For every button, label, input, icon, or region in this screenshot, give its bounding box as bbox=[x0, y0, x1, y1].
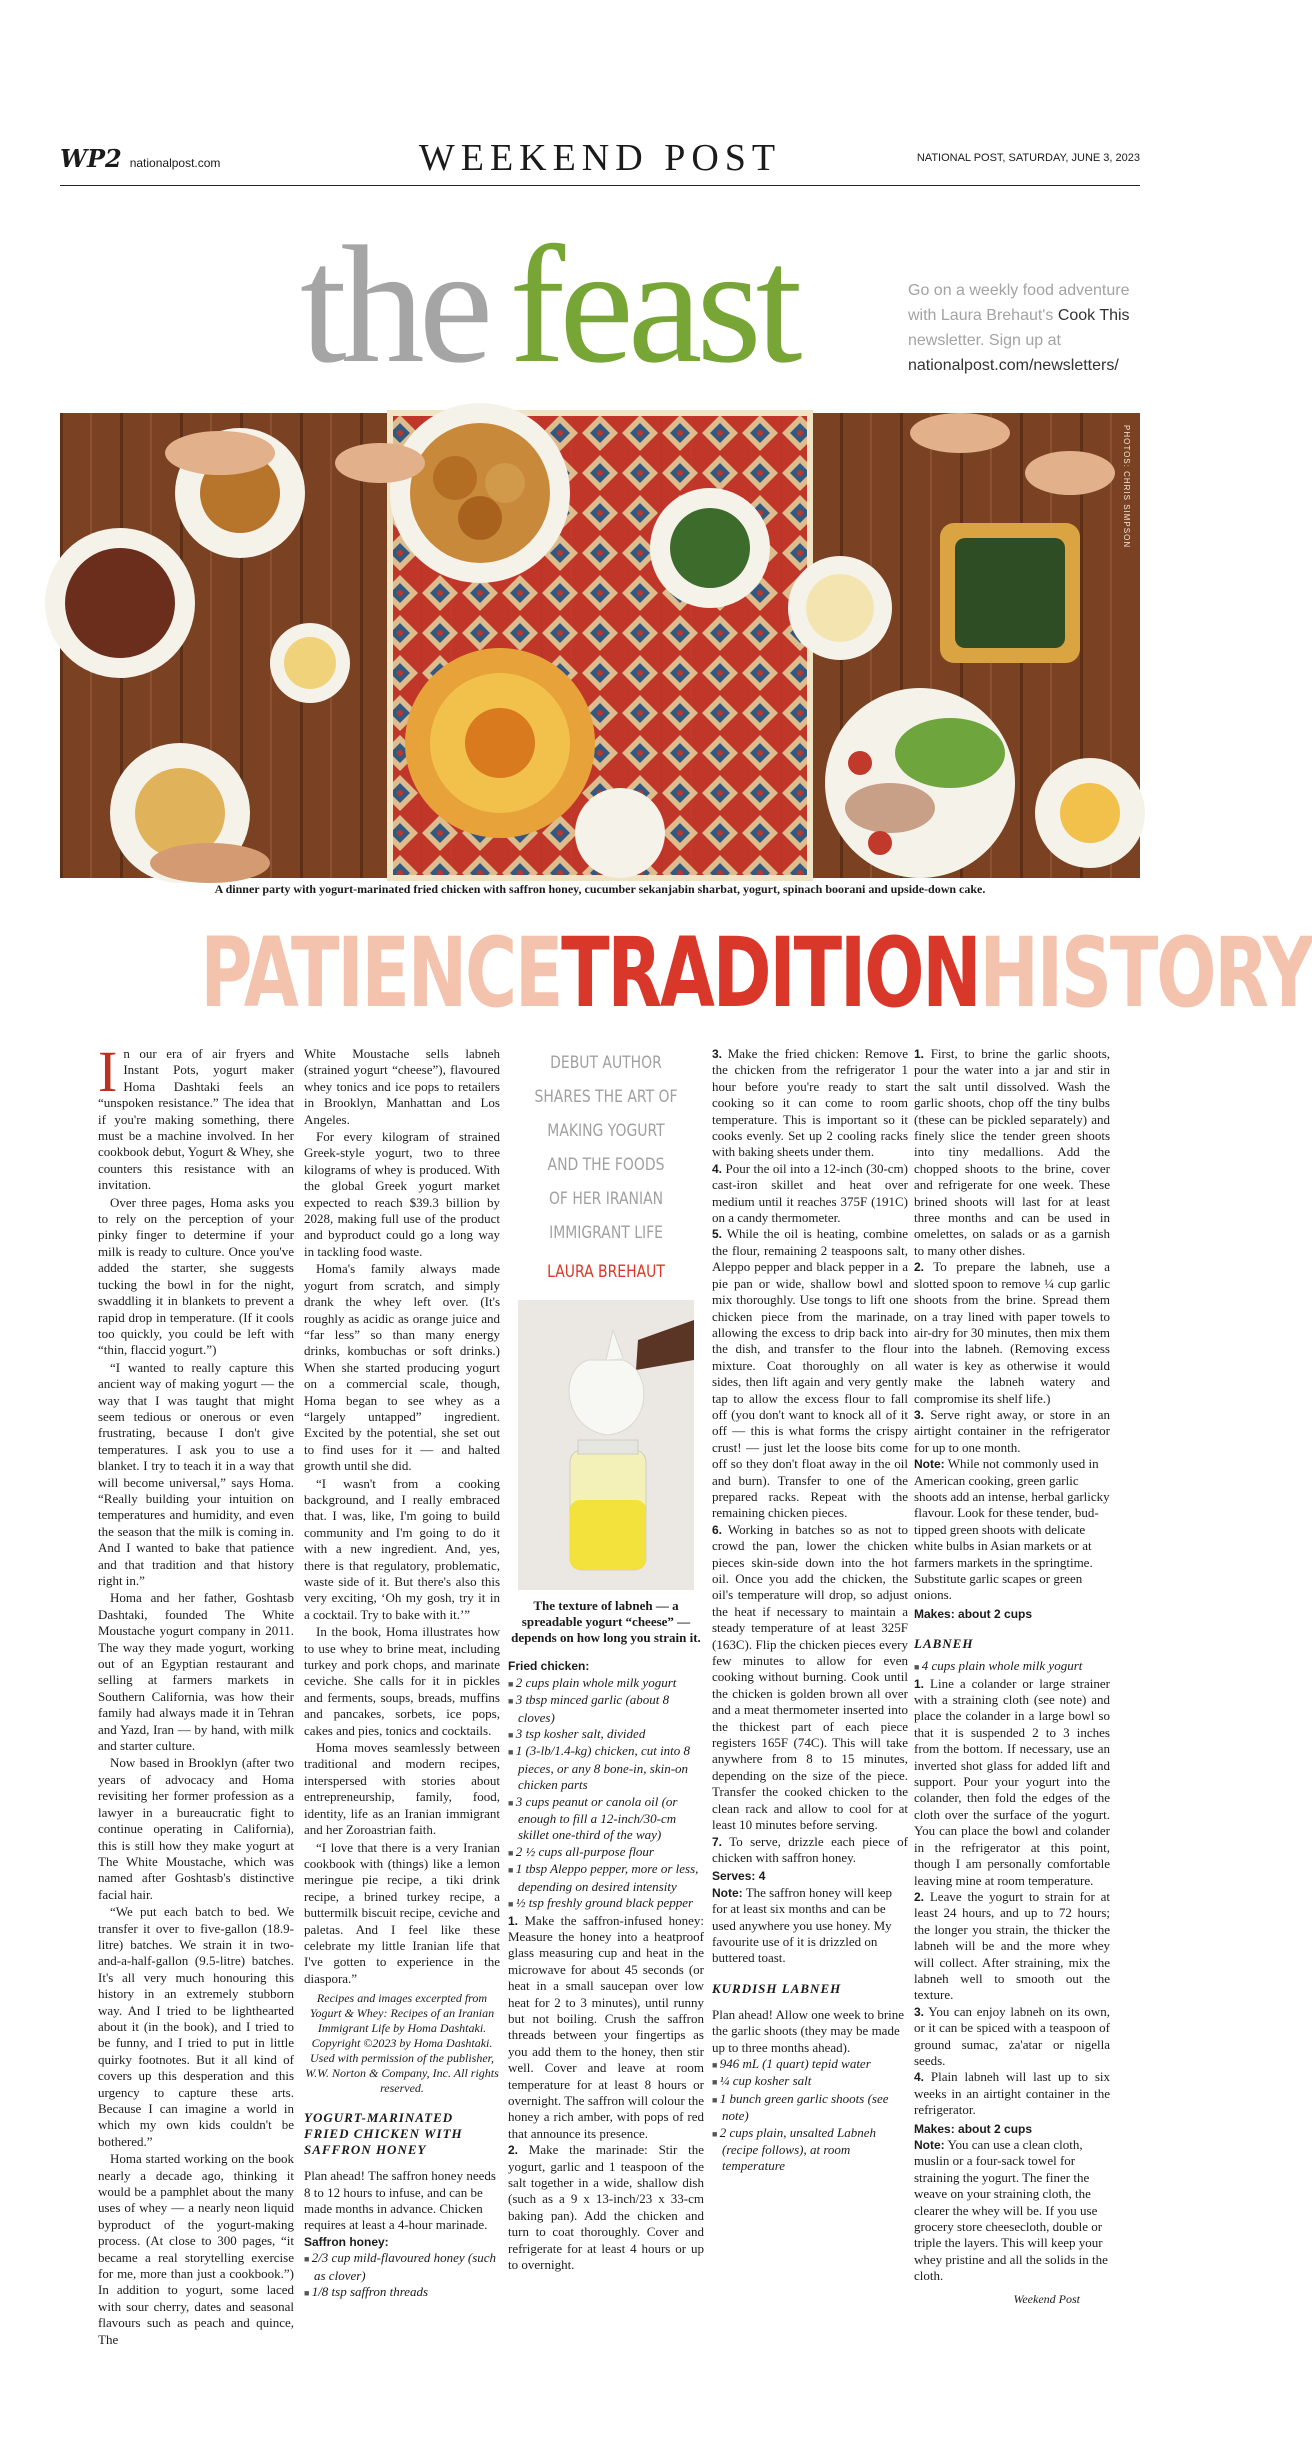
article-paragraph: For every kilogram of strained Greek-style yogurt, two to three kilograms of whey is produced. With the global Greek yogurt market expected to reach $39.3 billion by 2028, making full use of the product and byproduct could go a long way in tackling food waste. bbox=[304, 1129, 500, 1259]
issue-date: NATIONAL POST, SATURDAY, JUNE 3, 2023 bbox=[916, 152, 1140, 164]
deck-line: DEBUT AUTHOR bbox=[550, 1053, 662, 1073]
recipe-title-labneh: LABNEH bbox=[914, 1636, 974, 1652]
ingredient: ■ 4 cups plain whole milk yogurt bbox=[914, 1658, 1110, 1675]
plate-rice bbox=[405, 648, 595, 838]
photo-caption: A dinner party with yogurt-marinated fried chicken with saffron honey, cucumber sekanjabin sharbat, yogurt, spinach boorani and upside-down cake. bbox=[214, 882, 986, 896]
deck bbox=[526, 1046, 687, 1250]
deck-line: MAKING YOGURT bbox=[547, 1121, 665, 1141]
recipe-intro: Plan ahead! Allow one week to brine the garlic shoots (they may be made up to three months ahead). bbox=[712, 2006, 905, 2055]
recipe-step: 5. While the oil is heating, combine the flour, remaining 2 teaspoons salt, Aleppo pepper and black pepper in a pie pan or wide, shallow bowl and mix thoroughly. Use tongs to lift one chicken piece from the marinade, allowing the excess to drip back into the dish, and transfer to the flour mixture. Coat thoroughly on all sides, then lift again and very gently tap to allow the excess flour to fall off (you don't want to knock all of it off — this is what forms the crispy crust! — just let the loose bits come off so they don't float away in the oil and burn). Transfer to one of the prepared racks. Repeat with the remaining chicken pieces. bbox=[712, 1226, 908, 1521]
article-column-1 bbox=[98, 1039, 294, 2349]
recipe-step: 4. Plain labneh will last up to six weeks in an airtight container in the refrigerator. bbox=[914, 2069, 1111, 2118]
recipe-column-4 bbox=[712, 1046, 908, 2175]
headline-word-3: HISTORY bbox=[979, 917, 1312, 1029]
labneh-photo bbox=[518, 1300, 694, 1590]
logo-feast: feast bbox=[509, 212, 797, 398]
ingredient: ■ 1/8 tsp saffron threads bbox=[304, 2284, 500, 2301]
ingredient: ■ 3 cups peanut or canola oil (or enough to fill a 12-inch/30-cm skillet one-third of the way) bbox=[508, 1794, 704, 1844]
recipe-intro: Plan ahead! The saffron honey needs 8 to 12 hours to infuse, and can be made months in advance. Chicken requires at least a 4-hour marinade. bbox=[304, 2168, 496, 2233]
recipe-step: 6. Working in batches so as not to crowd the pan, lower the chicken pieces skin-side down into the hot oil. Once you add the chicken, the oil's temperature will drop, so adjust the heat if necessary to maintain a steady temperature of at least 325F (163C). Flip the chicken pieces every few minutes to allow for even cooking without burning. Cook until the chicken is golden brown all over and a meat thermometer inserted into the thickest part of each piece registers 165F (74C). This will take anywhere from 8 to 15 minutes, depending on the size of the piece. Transfer the cooked chicken to the clean rack and allow to cool for at least 10 minutes before serving. bbox=[712, 1521, 909, 1833]
plate-salad bbox=[825, 688, 1015, 878]
recipe-step: 1. Line a colander or large strainer with a straining cloth (see note) and place the colander in a large bowl so that it is suspended 2 to 3 inches from the bottom. If necessary, use an inverted shot glass for added lift and support. Pour your yogurt into the colander, then fold the edges of the cloth over the surface of the yogurt. You can place the bowl and colander in the refrigerator at this point, though I am personally comfortable leaving mine at room temperature. bbox=[914, 1675, 1110, 1888]
ingredient: ■ 3 tbsp minced garlic (about 8 cloves) bbox=[508, 1692, 704, 1726]
promo-url[interactable]: nationalpost.com/newsletters/ bbox=[908, 357, 1119, 374]
deck-line: IMMIGRANT LIFE bbox=[549, 1223, 663, 1243]
ingredient: ■ 2 ½ cups all-purpose flour bbox=[508, 1844, 704, 1861]
recipe-step: 1. First, to brine the garlic shoots, pour the water into a jar and stir in the salt until dissolved. Wash the garlic shoots, chop off the tiny bulbs (these can be pickled separately) and finely slice the tender green shoots into tiny medallions. Add the chopped shoots to the brine, cover and refrigerate for one week. These brined shoots will last for at least three months and can be used in omelettes, on salads or as a garnish to many other dishes. bbox=[914, 1046, 1110, 1258]
recipe-step: 7. To serve, drizzle each piece of chicken with saffron honey. bbox=[712, 1833, 909, 1865]
dinner-table-illustration bbox=[60, 413, 1140, 878]
article-paragraph: “I love that there is a very Iranian cookbook with (things) like a lemon meringue pie recipe, a tiki drink recipe, a brined turkey recipe, a buttermilk biscuit recipe, ceviche and paletas. And I feel like these celebrate my little Iranian life that I've gotten to experience in the diaspora.” bbox=[304, 1839, 500, 1986]
recipe-makes: Makes: about 2 cups bbox=[914, 2121, 1033, 2136]
excerpt-credit: Recipes and images excerpted from Yogurt & Whey: Recipes of an Iranian Immigrant Life by Homa Dashtaki. Copyright ©2023 by Homa Dashtaki. Used with permission of the publisher, W.W. Norton & Company, Inc. All rights reserved. bbox=[305, 1991, 499, 2096]
inset-caption: The texture of labneh — a spreadable yogurt “cheese” — depends on how long you strain it. bbox=[511, 1598, 701, 1646]
recipe-title-kurdish-labneh: KURDISH LABNEH bbox=[712, 1980, 842, 1996]
ingredient: ■ 2 cups plain, unsalted Labneh (recipe follows), at room temperature bbox=[712, 2125, 908, 2175]
article-paragraph: “I wasn't from a cooking background, and I really embraced that. I was, like, I'm going to build community and I'm going to do it with a new ingredient. And, yes, there is that regulatory, problematic, waste side of it. But there's also this very exciting, ‘Oh my gosh, try it in a cocktail. Try to bake with it.’” bbox=[304, 1475, 500, 1622]
recipe-title-chicken: YOGURT-MARINATED FRIED CHICKEN WITH SAFFRON HONEY bbox=[304, 2110, 463, 2158]
plate-fried-chicken bbox=[390, 403, 570, 583]
page-number: WP2 bbox=[60, 144, 122, 173]
article-paragraph: “We put each batch to bed. We transfer it over to five-gallon (18.9-litre) batches. We strain it in two-and-a-half-gallon (9.5-litre) batches. It's all very much honouring this history in an extremely stubborn way. And I tried to be lighthearted about it (in the book), and I tried to be funny, and I tried to put in little quirky footnotes. But it all kind of covers up this desperation and this urgency to capture these arts. Because I can imagine a world in which my own kids couldn't be bothered.” bbox=[98, 1904, 294, 2149]
recipe-step: 3. Serve right away, or store in an airtight container in the refrigerator for up to one month. bbox=[914, 1406, 1111, 1455]
ingredient: ■ 2 cups plain whole milk yogurt bbox=[508, 1675, 704, 1692]
article-paragraph: Homa started working on the book nearly a decade ago, thinking it would be a pamphlet about the many uses of whey — a nearly neon liquid byproduct of the yogurt-making process. (At close to 300 pages, “it became a real storytelling exercise for me, more than just a cookbook.”) In addition to yogurt, some laced with sour cherry, dates and seasonal flavours such as peach and quince, The bbox=[98, 2151, 294, 2347]
ingredient-heading: Saffron honey: bbox=[304, 2234, 389, 2249]
recipe-step: 2. To prepare the labneh, use a slotted spoon to remove ¼ cup garlic shoots from the brine. Spread them on a tray lined with paper towels to air-dry for 30 minutes, then mix them into the labneh. (Removing excess water is key as otherwise it would make the labneh watery and compromise its shelf life.) bbox=[914, 1259, 1111, 1406]
labneh-strainer-illustration bbox=[518, 1300, 694, 1590]
recipe-makes: Makes: about 2 cups bbox=[914, 1606, 1033, 1621]
deck-column bbox=[508, 1046, 704, 2273]
feature-logo bbox=[300, 210, 796, 400]
ingredient: ■ 1 (3-lb/1.4-kg) chicken, cut into 8 pieces, or any 8 bone-in, skin-on chicken parts bbox=[508, 1743, 704, 1793]
article-paragraph: Homa moves seamlessly between traditional and modern recipes, interspersed with stories about entrepreneurship, family, food, identity, life as an Iranian immigrant and her Zoroastrian faith. bbox=[304, 1740, 500, 1838]
article-paragraph: In the book, Homa illustrates how to use whey to brine meat, including turkey and pork chops, and marinate ceviche. She calls for it in pickles and ferments, soups, breads, muffins and pancakes, sorbets, ice pops, cakes and pies, tonics and cocktails. bbox=[304, 1624, 500, 1738]
promo-text-2: newsletter. Sign up at bbox=[908, 332, 1061, 349]
photo-credit: PHOTOS: CHRIS SIMPSON bbox=[1122, 425, 1131, 549]
ingredient: ■ 1 tbsp Aleppo pepper, more or less, depending on desired intensity bbox=[508, 1861, 704, 1895]
ingredient: ■ 946 mL (1 quart) tepid water bbox=[712, 2056, 908, 2073]
recipe-note: Note: While not commonly used in American cooking, green garlic shoots add an intense, herbal garlicky flavour. Look for these tender, bud-tipped green shoots with delicate white bulbs in Asian markets or at farmers markets in the springtime. Substitute garlic scapes or green onions. bbox=[914, 1456, 1110, 1603]
recipe-step: 2. Make the marinade: Stir the yogurt, garlic and 1 teaspoon of the salt together in a wide, shallow dish (such as a 9 x 13-inch/23 x 33-cm baking pan). Add the chicken and turn to coat thoroughly. Cover and refrigerate for at least 4 hours or up to overnight. bbox=[508, 2142, 705, 2273]
article-paragraph: Homa's family always made yogurt from scratch, and simply drank the whey left over. (It's roughly as acidic as orange juice and “far less” so than many energy drinks, kombuchas or soft drinks.) When she started producing yogurt on a commercial scale, though, Homa began to see whey as a “largely untapped” ingredient. Excited by the potential, she set out to find uses for it — and halted growth until she did. bbox=[304, 1261, 500, 1474]
article-paragraph: White Moustache sells labneh (strained yogurt “cheese”), flavoured whey tonics and ice pops to retailers in Brooklyn, Manhattan and Los Angeles. bbox=[304, 1046, 500, 1127]
hero-photo bbox=[60, 413, 1140, 878]
recipe-serves: Serves: 4 bbox=[712, 1869, 766, 1884]
headline-word-1: PATIENCE bbox=[200, 917, 562, 1029]
ingredient-heading: Fried chicken: bbox=[508, 1659, 590, 1674]
ingredient: ■ ½ tsp freshly ground black pepper bbox=[508, 1895, 704, 1912]
recipe-note: Note: The saffron honey will keep for at least six months and can be used anywhere you use honey. My favourite use of it is drizzled on buttered toast. bbox=[712, 1884, 893, 1966]
masthead bbox=[60, 130, 1140, 186]
recipe-step: 1. Make the saffron-infused honey: Measure the honey into a heatproof glass measuring cup and heat in the microwave for about 45 seconds (or heat in a small saucepan over low heat for 2 to 3 minutes), until runny but not boiling. Crush the saffron threads between your fingertips as you add them to the honey, then stir well. Cover and leave at room temperature for at least 8 hours or overnight. The saffron will colour the honey a rich amber, with pops of red that announce its presence. bbox=[508, 1912, 704, 2141]
article-paragraph: Homa and her father, Goshtasb Dashtaki, founded The White Moustache yogurt company in 2011. The way they made yogurt, working out of an Egyptian restaurant and selling at farmers markets in Southern California, was how their family had always made it in Tehran and Yazd, Iran — by hand, with milk and starter culture. bbox=[98, 1590, 294, 1754]
ingredient: ■ 2/3 cup mild-flavoured honey (such as clover) bbox=[304, 2250, 500, 2284]
logo-the: the bbox=[300, 212, 488, 398]
site-name[interactable]: nationalpost.com bbox=[129, 156, 221, 170]
main-headline bbox=[200, 917, 1312, 1029]
masthead-rule bbox=[60, 185, 1140, 186]
deck-line: SHARES THE ART OF bbox=[534, 1087, 678, 1107]
recipe-step: 3. Make the fried chicken: Remove the chicken from the refrigerator 1 hour before you're ready to start cooking so it can come to room temperature. This is important so it cooks evenly. Set up 2 cooling racks with baking sheets under them. bbox=[712, 1046, 908, 1160]
article-column-2 bbox=[304, 1046, 500, 2301]
ingredient: ■ 3 tsp kosher salt, divided bbox=[508, 1726, 704, 1743]
byline: LAURA BREHAUT bbox=[547, 1262, 665, 1282]
signoff: Weekend Post bbox=[1013, 2291, 1080, 2306]
recipe-note: Note: You can use a clean cloth, muslin or a four-sack towel for straining the yogurt. The finer the weave on your straining cloth, the clearer the whey will be. If you use grocery store cheesecloth, double or triple the layers. This will keep your whey pristine and all the solids in the cloth. bbox=[914, 2137, 1108, 2284]
article-paragraph: Over three pages, Homa asks you to rely on the perception of your pinky finger to determine if your milk is ready to culture. Once you've added the starter, she suggests tucking the bowl in for the night, swaddling it in blankets to prevent a rapid drop in temperature. (If it cools too quickly, you could be left with “thin, flaccid yogurt.”) bbox=[98, 1194, 294, 1358]
ingredient: ■ 1 bunch green garlic shoots (see note) bbox=[712, 2091, 908, 2125]
ingredient: ■ ¼ cup kosher salt bbox=[712, 2073, 908, 2090]
plate-spinach-boorani bbox=[940, 523, 1080, 663]
drop-cap: I bbox=[98, 1039, 118, 1104]
deck-line: AND THE FOODS bbox=[547, 1155, 665, 1175]
recipe-step: 2. Leave the yogurt to strain for at least 24 hours, and up to 72 hours; the longer you strain, the thicker the labneh will be and the more whey will collect. After straining, mix the labneh well to smooth out the texture. bbox=[914, 1888, 1111, 2003]
newsletter-promo bbox=[908, 278, 1148, 378]
article-paragraph: Now based in Brooklyn (after two years of advocacy and Homa revisiting her former profession as a lawyer in a bureaucratic fight to continue operating in California), this is still how they make yogurt at The White Moustache, which was named after Goshtasb's distinctive facial hair. bbox=[98, 1755, 294, 1902]
article-paragraph: “I wanted to really capture this ancient way of making yogurt — the way that I was taught that might seem tedious or onerous or even frustrating, because I don't give temperatures. I ask you to use a blanket. I try to teach it in a way that will become universal,” says Homa. “Really building your intuition on temperatures and humidity, and even the season that the milk is coming in. And I wanted to bake that patience and that tradition and that history right in.” bbox=[98, 1359, 294, 1588]
recipe-step: 3. You can enjoy labneh on its own, or it can be spiced with a teaspoon of ground sumac, za'atar or nigella seeds. bbox=[914, 2003, 1110, 2068]
recipe-step: 4. Pour the oil into a 12-inch (30-cm) cast-iron skillet and heat over medium until it reaches 375F (191C) on a candy thermometer. bbox=[712, 1160, 908, 1226]
recipe-column-5 bbox=[914, 1046, 1110, 2307]
promo-brand: Cook This bbox=[1057, 307, 1130, 324]
promo-text: Go on a weekly food adventure with Laura Brehaut's bbox=[908, 282, 1130, 324]
deck-line: OF HER IRANIAN bbox=[548, 1189, 664, 1209]
headline-word-2: TRADITION bbox=[561, 917, 980, 1029]
article-paragraph: In our era of air fryers and Instant Pots, yogurt maker Homa Dashtaki feels an “unspoken resistance.” The idea that if you're making something, there must be a machine involved. In her cookbook debut, Yogurt & Whey, she counters this resistance with an invitation. bbox=[98, 1039, 294, 1193]
section-title: WEEKEND POST bbox=[418, 137, 782, 179]
